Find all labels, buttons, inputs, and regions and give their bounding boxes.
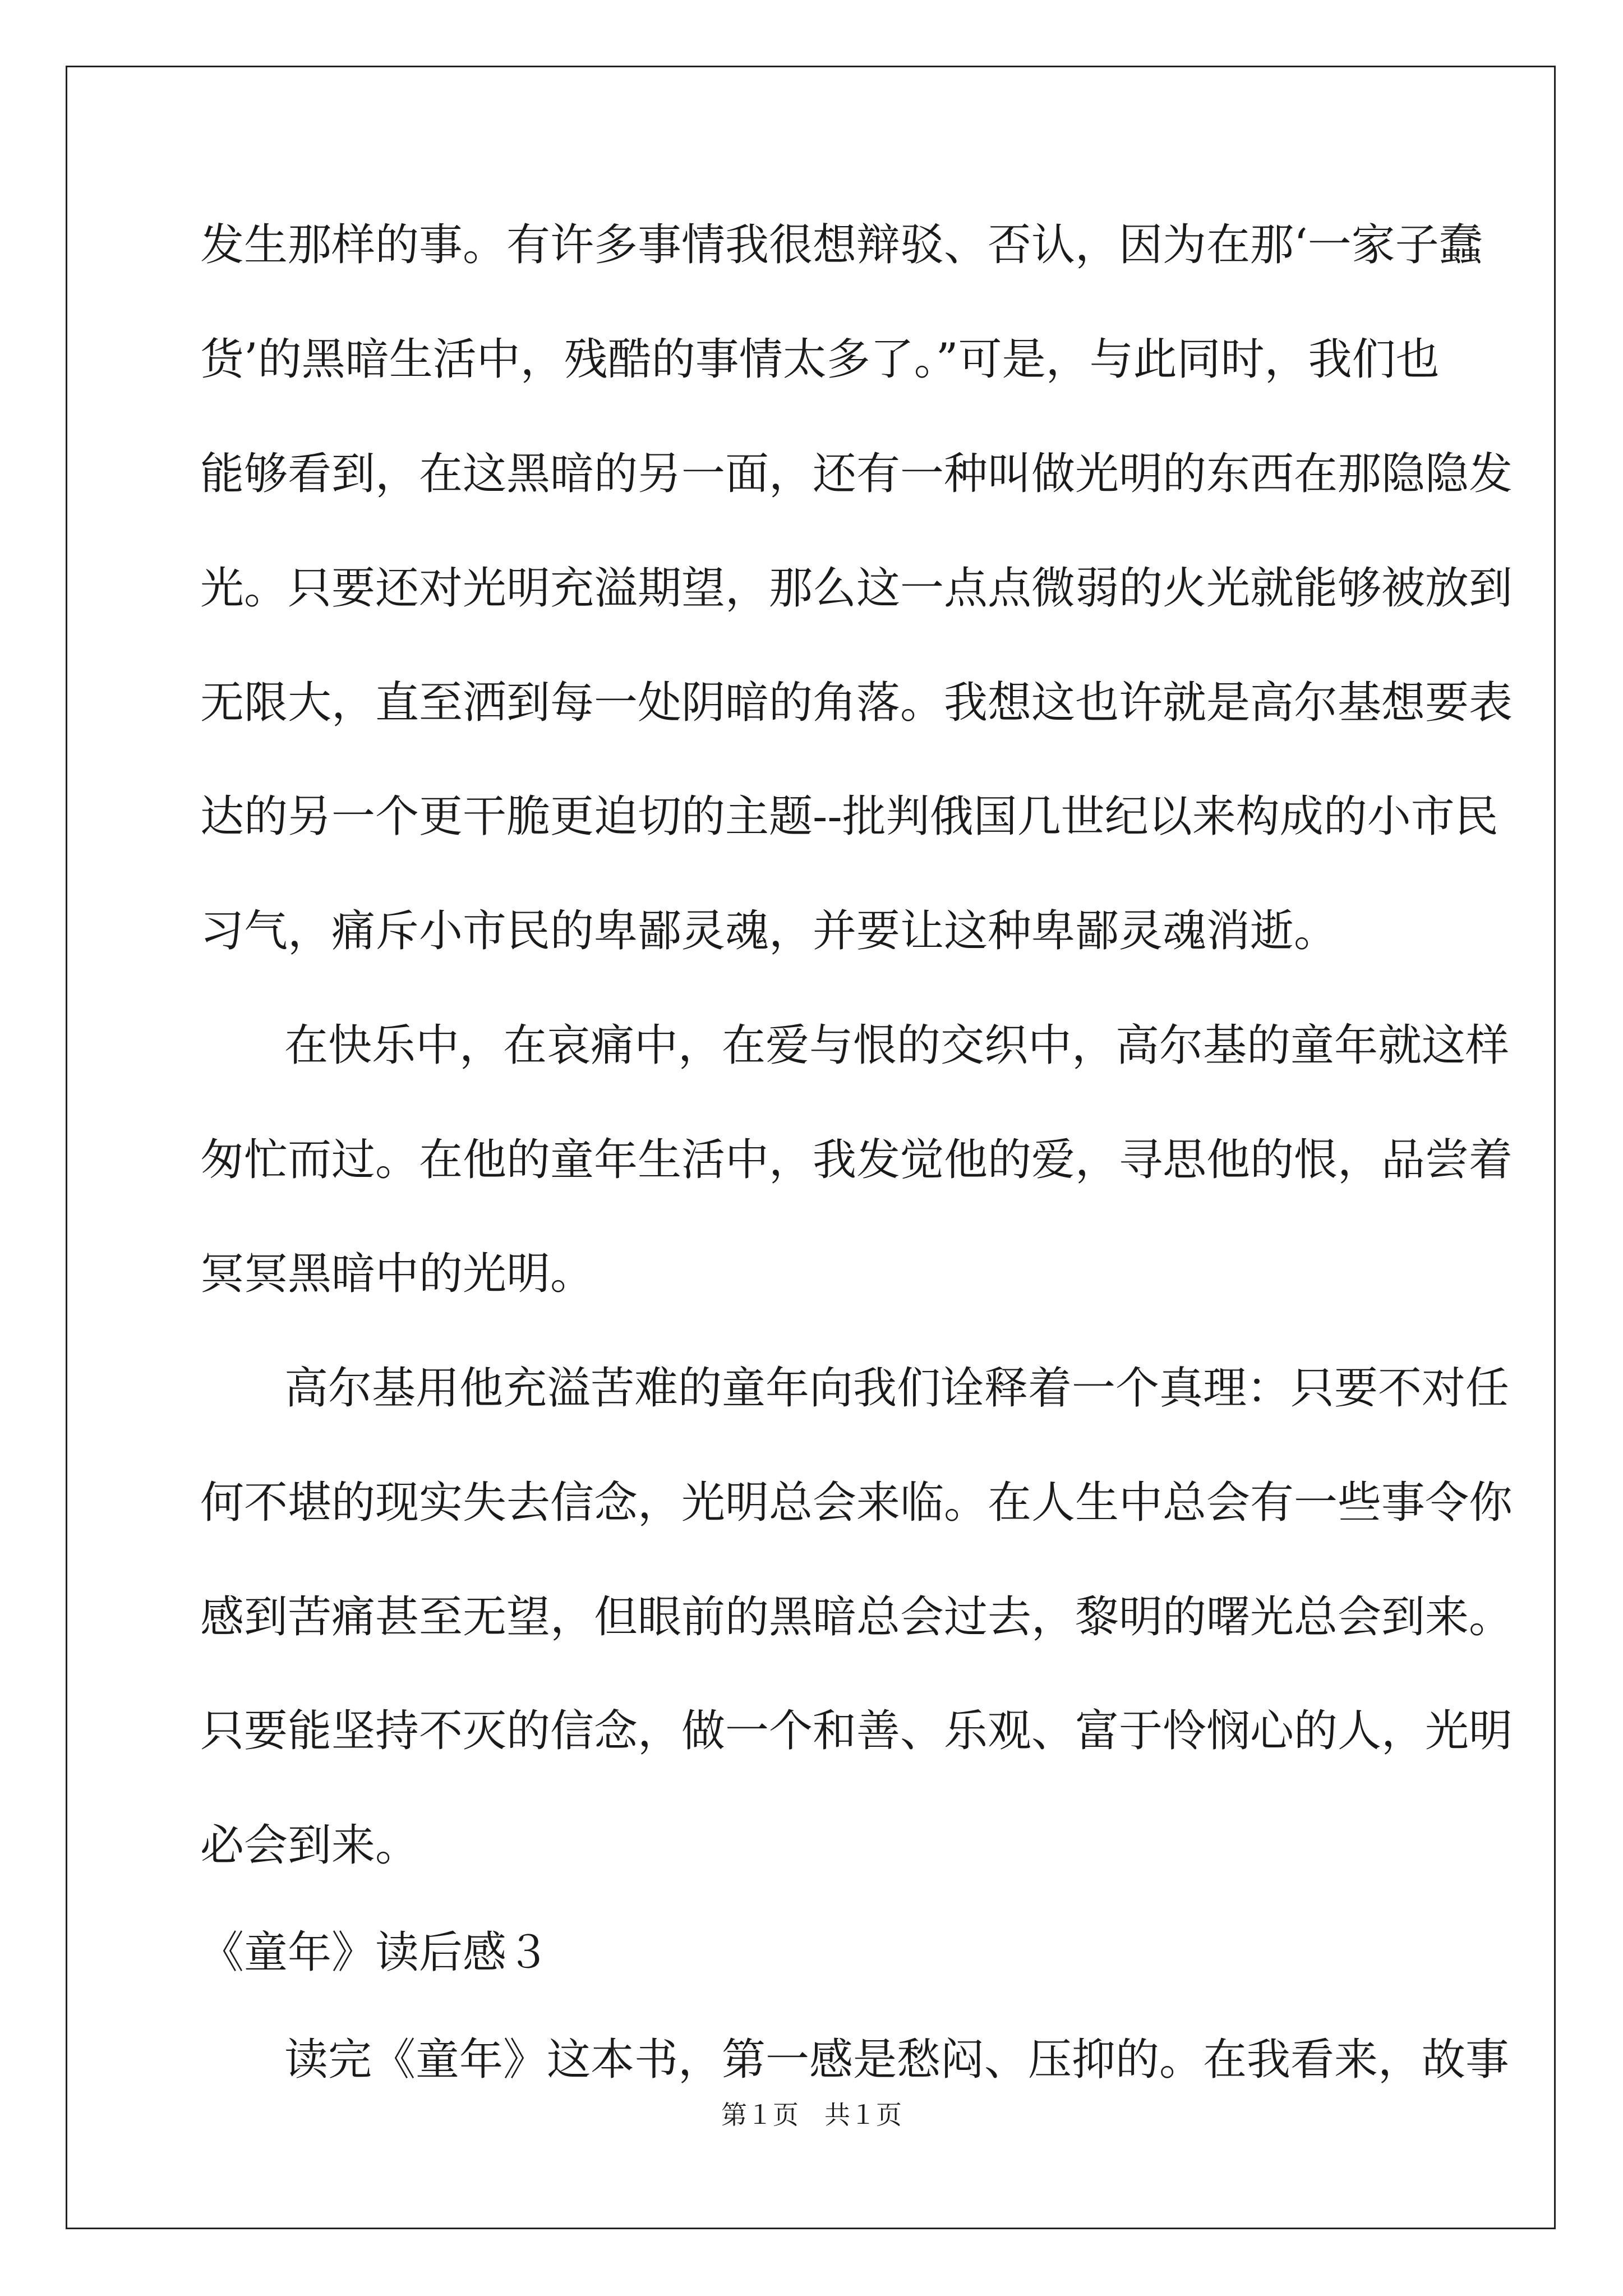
paragraph-line: 必会到来。 xyxy=(200,1820,419,1871)
paragraph-line: 只要能坚持不灭的信念，做一个和善、乐观、富于怜悯心的人，光明 xyxy=(200,1706,1513,1756)
paragraph-line: 何不堪的现实失去信念，光明总会来临。在人生中总会有一些事令你 xyxy=(200,1478,1513,1528)
paragraph-line: 货’的黑暗生活中，残酷的事情太多了。”可是，与此同时，我们也 xyxy=(200,334,1440,385)
paragraph-line: 冥冥黑暗中的光明。 xyxy=(200,1249,594,1299)
paragraph-line: 光。只要还对光明充溢期望，那么这一点点微弱的火光就能够被放到 xyxy=(200,563,1513,614)
page-footer: 第１页 共１页 xyxy=(721,2100,902,2130)
paragraph-line: 匆忙而过。在他的童年生活中，我发觉他的爱，寻思他的恨，品尝着 xyxy=(200,1135,1513,1185)
paragraph-line: 感到苦痛甚至无望，但眼前的黑暗总会过去，黎明的曙光总会到来。 xyxy=(200,1592,1513,1642)
paragraph-line: 能够看到，在这黑暗的另一面，还有一种叫做光明的东西在那隐隐发 xyxy=(200,449,1513,499)
paragraph-line: 习气，痛斥小市民的卑鄙灵魂，并要让这种卑鄙灵魂消逝。 xyxy=(200,906,1338,956)
paragraph-line: 高尔基用他充溢苦难的童年向我们诠释着一个真理：只要不对任 xyxy=(284,1363,1510,1414)
paragraph-line: 达的另一个更干脆更迫切的主题--批判俄国几世纪以来构成的小市民 xyxy=(200,792,1498,842)
section-heading: 《童年》读后感３ xyxy=(200,1927,551,1978)
paragraph-line: 读完《童年》这本书，第一感是愁闷、压抑的。在我看来，故事 xyxy=(284,2035,1510,2085)
paragraph-line: 无限大，直至洒到每一处阴暗的角落。我想这也许就是高尔基想要表 xyxy=(200,678,1513,728)
paragraph-line: 发生那样的事。有许多事情我很想辩驳、否认，因为在那‘一家子蠢 xyxy=(200,220,1483,270)
paragraph-line: 在快乐中，在哀痛中，在爱与恨的交织中，高尔基的童年就这样 xyxy=(284,1020,1510,1071)
